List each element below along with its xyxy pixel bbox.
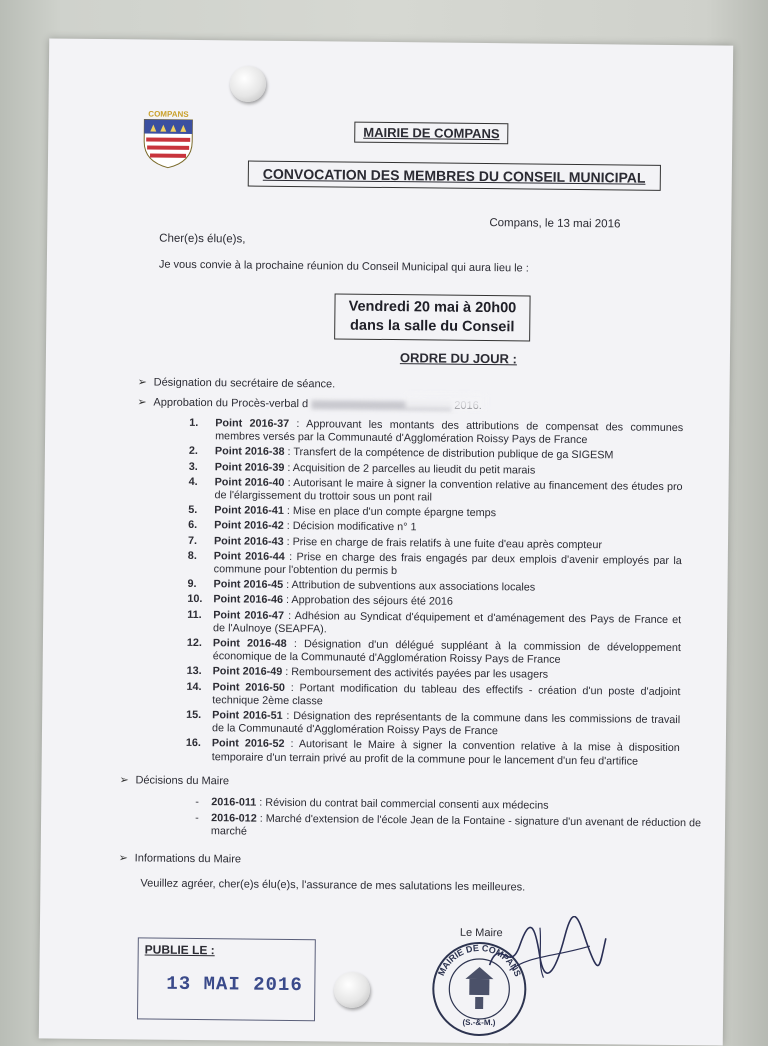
agenda-item: [189, 417, 683, 449]
svg-text:MAIRIE DE COMPANS: MAIRIE DE COMPANS: [436, 942, 523, 978]
decisions-list: [195, 796, 702, 847]
agenda-item-code: Point 2016-52: [211, 737, 285, 751]
agenda-item-text: : Désignation des représentants de la commune dans les commissions de travail de la Communauté d'Agglomération Roissy Pays de France: [211, 709, 681, 738]
decisions-heading: Décisions du Maire: [135, 774, 230, 788]
magnet-top: [230, 66, 266, 102]
agenda-item-text: : Prise en charge de frais relatifs à une fuite d'eau après compteur: [283, 535, 603, 551]
decision-code: 2016-011: [211, 796, 257, 809]
bullet-informations: [119, 851, 242, 865]
document-sheet: [39, 38, 733, 1045]
agenda-item-number: 4.: [188, 475, 198, 488]
agenda-item-code: Point 2016-49: [212, 665, 283, 679]
arrow-bullet-icon: ➢: [137, 376, 147, 389]
agenda-item-code: Point 2016-48: [212, 637, 287, 651]
svg-text:COMPANS: COMPANS: [148, 109, 189, 119]
agenda-item-number: 13.: [186, 665, 202, 678]
blur-mask: [405, 394, 485, 409]
magnet-bottom: [334, 972, 370, 1008]
agenda-item-text: : Transfert de la compétence de distribution publique de ga SIGESM: [284, 446, 614, 462]
informations-heading: Informations du Maire: [134, 852, 242, 866]
decision-text: : Révision du contrat bail commercial consenti aux médecins: [256, 796, 549, 812]
dash-bullet: -: [195, 812, 199, 825]
agenda-item-number: 14.: [186, 680, 202, 693]
agenda-item-code: Point 2016-50: [212, 680, 285, 694]
compans-crest-logo: [140, 107, 197, 170]
agenda-item: [186, 737, 680, 769]
arrow-bullet-icon: ➢: [137, 396, 147, 409]
agenda-item: [187, 609, 681, 641]
agenda-item-text: : Portant modification du tableau des effectifs - création d'un poste d'adjoint technique 2ème classe: [212, 681, 681, 708]
agenda-item-number: 12.: [186, 636, 203, 650]
agenda-item-text: : Attribution de subventions aux associations locales: [283, 579, 536, 594]
decision-item: [195, 812, 702, 844]
svg-text:(S.-&-M.): (S.-&-M.): [462, 1017, 496, 1028]
agenda-item-text: : Approbation des séjours été 2016: [282, 594, 453, 609]
agenda-item-number: 1.: [189, 416, 199, 430]
convocation-title: CONVOCATION DES MEMBRES DU CONSEIL MUNICIPAL: [248, 161, 661, 191]
agenda-item-number: 8.: [187, 549, 197, 562]
bullet-approbation: [137, 395, 557, 412]
greeting: Cher(e)s élu(e)s,: [159, 232, 246, 246]
mayor-signature: [479, 915, 610, 986]
dash-bullet: -: [195, 796, 199, 809]
agenda-item-number: 2.: [188, 445, 199, 458]
bullet-approbation-start: Approbation du Procès-verbal d: [153, 396, 309, 411]
agenda-item-number: 3.: [188, 460, 198, 473]
le-maire-label: Le Maire: [459, 926, 503, 940]
agenda-item-code: Point 2016-38: [214, 445, 285, 459]
agenda-item-number: 15.: [186, 708, 202, 722]
agenda-item: [187, 637, 681, 669]
agenda-item-text: : Prise en charge des frais engagés par deux emplois d'avenir employés par la commune pour l'obtention du permis b: [213, 550, 682, 578]
agenda-item-number: 6.: [188, 519, 198, 532]
agenda-item-text: : Autorisant le Maire à signer la convention relative à la mise à disposition temporaire d'un terrain privé au profit de la commune pour le lancement d'un feu d'artifice: [211, 738, 680, 768]
agenda-item-text: : Acquisition de 2 parcelles au lieudit du petit marais: [284, 461, 536, 477]
agenda-item-code: Point 2016-42: [214, 519, 284, 533]
agenda-item: [186, 681, 680, 713]
agenda-list: [186, 417, 684, 771]
date-line: Compans, le 13 mai 2016: [489, 217, 621, 231]
closing-text: Veuillez agréer, cher(e)s élu(e)s, l'assurance de mes salutations les meilleures.: [140, 877, 526, 894]
agenda-item-code: Point 2016-47: [213, 608, 285, 622]
bullet-decisions: [119, 773, 229, 787]
decision-item: [195, 796, 701, 814]
agenda-item-code: Point 2016-44: [213, 550, 285, 563]
decision-code: 2016-012: [211, 812, 257, 825]
agenda-item-number: 16.: [185, 737, 201, 750]
agenda-item-code: Point 2016-37: [215, 417, 290, 430]
arrow-bullet-icon: ➢: [119, 774, 129, 787]
publie-stamp-box: [137, 937, 316, 1021]
agenda-item-text: : Mise en place d'un compte épargne temps: [283, 505, 497, 520]
intro-text: Je vous convie à la prochaine réunion du Conseil Municipal qui aura lieu le :: [158, 258, 529, 275]
publie-date: 13 MAI 2016: [166, 972, 303, 997]
agenda-item-text: : Désignation d'un délégué suppléant à la commission de développement économique de la Communauté d'Agglomération Roissy Pays de France: [212, 638, 681, 667]
agenda-item: [188, 550, 682, 582]
agenda-item: [188, 476, 682, 508]
agenda-item-code: Point 2016-43: [213, 534, 284, 548]
agenda-item-code: Point 2016-41: [214, 504, 285, 518]
publie-label: PUBLIE LE :: [144, 942, 215, 958]
agenda-item-code: Point 2016-40: [214, 476, 285, 489]
mairie-title: MAIRIE DE COMPANS: [354, 122, 508, 145]
agenda-item-number: 5.: [188, 504, 198, 517]
agenda-item-text: : Remboursement des activités payées par les usagers: [282, 666, 549, 682]
agenda-item-text: : Approuvant les montants des attributions de compensat des communes membres versés par la Communauté d'Agglomération Roissy Pays de France: [215, 417, 684, 447]
arrow-bullet-icon: ➢: [118, 852, 128, 865]
agenda-item-number: 7.: [187, 534, 198, 547]
agenda-item-number: 11.: [187, 608, 202, 621]
meeting-box: [334, 293, 530, 341]
agenda-item-number: 10.: [187, 593, 203, 606]
agenda-item-text: : Décision modificative n° 1: [283, 520, 417, 534]
agenda-item-text: : Autorisant le maire à signer la convention relative au financement des études pro de l'élargissement du trottoir sous un pont rail: [214, 476, 683, 504]
meeting-place: dans la salle du Conseil: [349, 317, 515, 336]
decision-text: : Marché d'extension de l'école Jean de la Fontaine - signature d'un avenant de réduction de marché: [210, 812, 702, 838]
agenda-item: [186, 709, 680, 741]
ordre-du-jour-heading: ORDRE DU JOUR :: [399, 350, 518, 367]
bullet-secretaire-text: Désignation du secrétaire de séance.: [153, 376, 336, 391]
agenda-item-code: Point 2016-46: [213, 593, 284, 607]
bullet-secretaire: [138, 375, 336, 390]
agenda-item-code: Point 2016-39: [214, 460, 285, 474]
agenda-item-code: Point 2016-45: [213, 578, 284, 592]
agenda-item-text: : Adhésion au Syndicat d'équipement et d'aménagement des Pays de France et de l'Aulnoye (SEAPFA).: [213, 609, 682, 636]
meeting-date: Vendredi 20 mai à 20h00: [348, 298, 517, 317]
agenda-item-code: Point 2016-51: [212, 709, 283, 722]
agenda-item-number: 9.: [187, 578, 197, 591]
